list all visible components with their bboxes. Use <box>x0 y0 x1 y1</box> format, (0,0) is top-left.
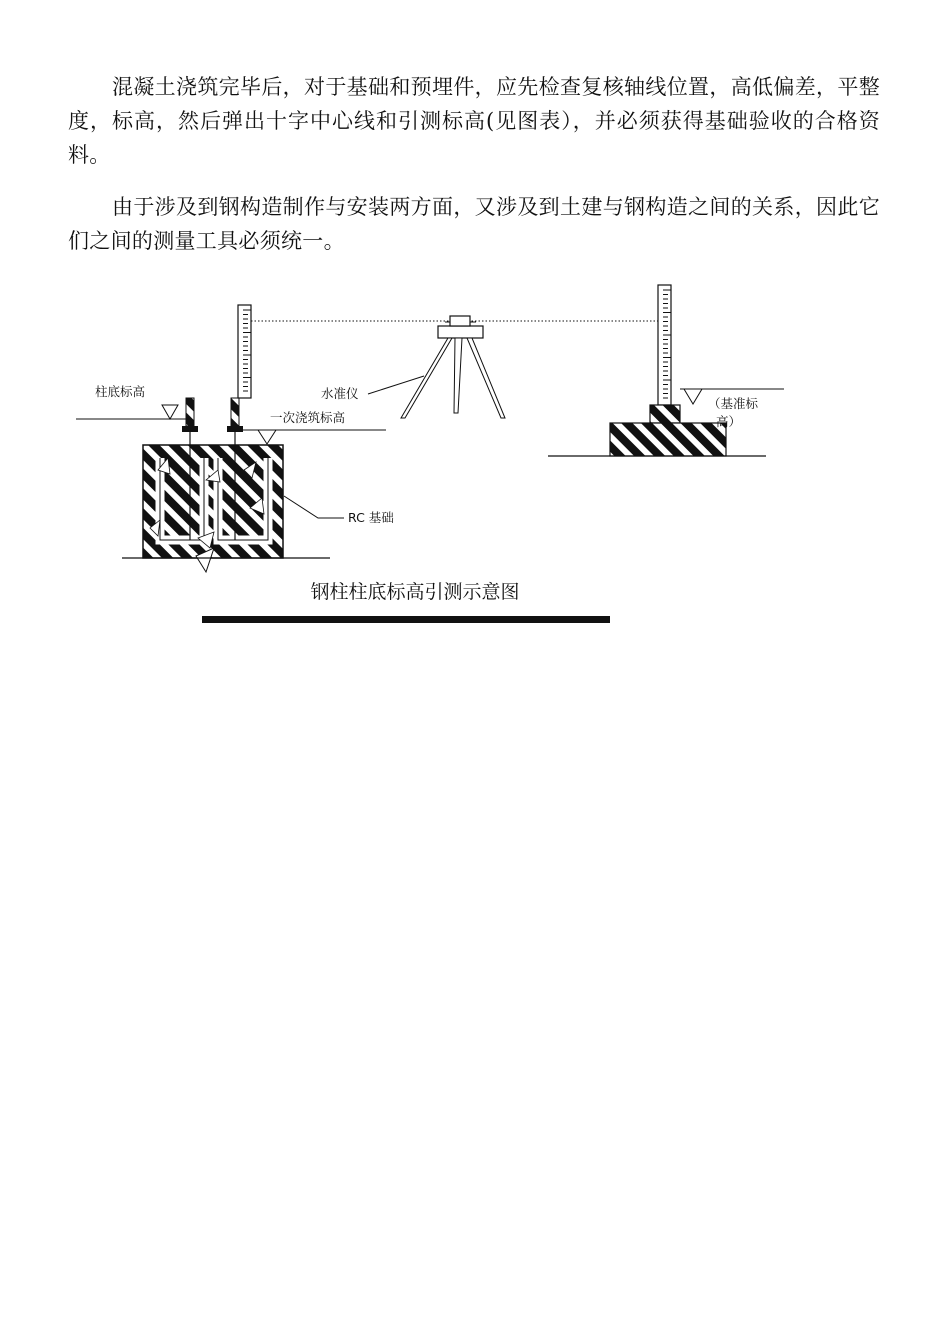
elevation-survey-diagram <box>0 280 950 640</box>
leader-rc-foundation <box>284 496 344 518</box>
label-datum-elevation-line2: 高） <box>716 414 742 429</box>
level-instrument <box>401 316 505 418</box>
first-pour-elevation-marker <box>238 430 386 444</box>
paragraph-inspection: 混凝土浇筑完毕后，对于基础和预埋件，应先检查复核轴线位置，高低偏差，平整度，标高，然后弹出十字中心线和引测标高(见图表），并必须获得基础验收的合格资料。 <box>68 75 880 167</box>
leveling-staff-left <box>238 305 251 398</box>
caption-underline <box>202 616 610 623</box>
label-rc-foundation: RC 基础 <box>348 510 394 525</box>
label-level-instrument: 水准仪 <box>321 386 359 401</box>
leveling-staff-right <box>658 285 671 405</box>
figure-caption: 钢柱柱底标高引测示意图 <box>310 581 520 603</box>
leader-level-instrument <box>368 376 424 394</box>
label-first-pour-elevation: 一次浇筑标高 <box>270 410 346 425</box>
label-column-base-elevation: 柱底标高 <box>95 384 146 399</box>
label-datum-elevation-line1: （基准标 <box>708 396 759 411</box>
column-base-elevation-marker <box>76 405 186 419</box>
paragraph-measurement-tools: 由于涉及到钢构造制作与安装两方面，又涉及到土建与钢构造之间的关系，因此它们之间的测量工具必须统一。 <box>68 195 880 253</box>
datum-benchmark-block <box>610 405 726 456</box>
rc-foundation-block <box>143 445 283 572</box>
